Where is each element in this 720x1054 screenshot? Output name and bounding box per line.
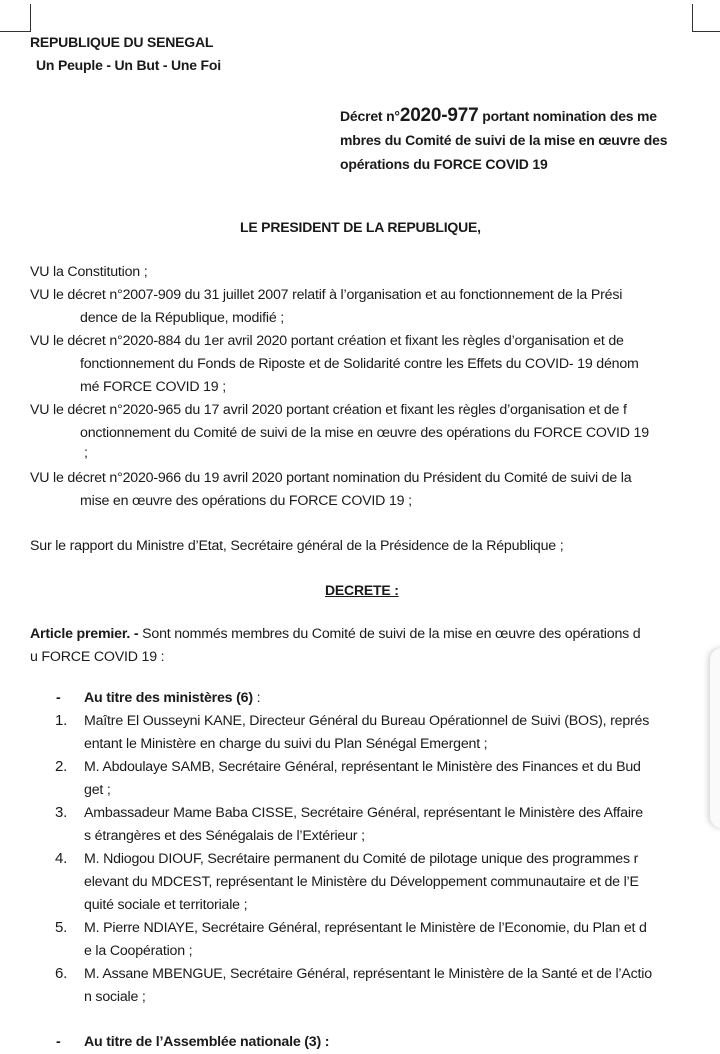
decrete-heading: DECRETE : xyxy=(325,582,399,598)
member-number: 5. xyxy=(55,919,68,936)
country-name: REPUBLIQUE DU SENEGAL xyxy=(30,34,214,50)
crop-mark-left-horizontal xyxy=(0,31,31,32)
member-number: 3. xyxy=(55,804,68,821)
crop-mark-left-vertical xyxy=(30,4,31,32)
member-1-line-2: entant le Ministère en charge du suivi du Plan Sénégal Emergent ; xyxy=(84,736,488,752)
vu-decree-2007-909-line-2: dence de la République, modifié ; xyxy=(80,310,284,326)
member-number: 6. xyxy=(55,965,68,982)
side-scroll-handle[interactable] xyxy=(710,648,720,828)
member-4-line-3: quité sociale et territoriale ; xyxy=(84,897,248,913)
member-6-line-2: n sociale ; xyxy=(84,989,146,1005)
crop-mark-right-horizontal xyxy=(692,31,720,32)
section-heading-assemblee: Au titre de l’Assemblée nationale (3) : xyxy=(84,1034,330,1050)
member-1-line-1: Maître El Ousseyni KANE, Directeur Général du Bureau Opérationnel de Suivi (BOS), représ xyxy=(84,713,650,729)
vu-decree-2020-884-line-3: mé FORCE COVID 19 ; xyxy=(80,379,226,395)
vu-constitution: VU la Constitution ; xyxy=(30,264,148,280)
decree-title-line-2: mbres du Comité de suivi de la mise en œuvre des xyxy=(340,132,668,148)
member-5-line-1: M. Pierre NDIAYE, Secrétaire Général, représentant le Ministère de l’Economie, du Plan et d xyxy=(84,920,647,936)
vu-decree-2020-966-line-2: mise en œuvre des opérations du FORCE COVID 19 ; xyxy=(80,493,412,509)
decree-title xyxy=(340,104,705,176)
vu-decree-2020-965-line-3: ; xyxy=(84,445,88,461)
vu-decree-2007-909-line-1: VU le décret n°2007-909 du 31 juillet 2007 relatif à l’organisation et au fonctionnement de la Prési xyxy=(30,287,623,303)
member-4-line-2: elevant du MDCEST, représentant le Ministère du Développement communautaire et de l’E xyxy=(84,874,639,890)
member-4-line-1: M. Ndiogou DIOUF, Secrétaire permanent du Comité de pilotage unique des programmes r xyxy=(84,851,639,867)
section-dash-assemblee: - xyxy=(56,1034,61,1050)
article-premier-line-1: Article premier. - Sont nommés membres du Comité de suivi de la mise en œuvre des opérations d xyxy=(30,626,641,642)
decree-number: 2020-977 xyxy=(399,105,479,126)
national-motto: Un Peuple - Un But - Une Foi xyxy=(36,57,221,73)
member-2-line-1: M. Abdoulaye SAMB, Secrétaire Général, représentant le Ministère des Finances et du Bud xyxy=(84,759,641,775)
article-label: Article premier. - xyxy=(30,626,139,642)
vu-decree-2020-965-line-1: VU le décret n°2020-965 du 17 avril 2020 portant création et fixant les règles d’organisation et de f xyxy=(30,402,627,418)
section-heading-ministeres: Au titre des ministères (6) : xyxy=(84,690,261,706)
member-2-line-2: get ; xyxy=(84,782,111,798)
decree-title-line-1: Décret n°2020-977 portant nomination des me xyxy=(340,105,657,126)
rapport-line: Sur le rapport du Ministre d’Etat, Secrétaire général de la Présidence de la République ; xyxy=(30,538,564,554)
member-number: 1. xyxy=(55,712,68,729)
member-3-line-1: Ambassadeur Mame Baba CISSE, Secrétaire Général, représentant le Ministère des Affaire xyxy=(84,805,643,821)
member-number: 4. xyxy=(55,850,68,867)
vu-decree-2020-884-line-1: VU le décret n°2020-884 du 1er avril 2020 portant création et fixant les règles d’organisation et de xyxy=(30,333,624,349)
vu-decree-2020-884-line-2: fonctionnement du Fonds de Riposte et de Solidarité contre les Effets du COVID- 19 dénom xyxy=(80,356,639,372)
article-premier-line-2: u FORCE COVID 19 : xyxy=(30,649,165,665)
member-number: 2. xyxy=(55,758,68,775)
decree-title-line-3: opérations du FORCE COVID 19 xyxy=(340,156,548,172)
section-dash-ministeres: - xyxy=(56,690,61,706)
crop-mark-right-vertical xyxy=(692,4,693,32)
vu-decree-2020-965-line-2: onctionnement du Comité de suivi de la mise en œuvre des opérations du FORCE COVID 19 xyxy=(80,425,649,441)
member-3-line-2: s étrangères et des Sénégalais de l’Extérieur ; xyxy=(84,828,365,844)
member-6-line-1: M. Assane MBENGUE, Secrétaire Général, représentant le Ministère de la Santé et de l’Actio xyxy=(84,966,652,982)
president-heading: LE PRESIDENT DE LA REPUBLIQUE, xyxy=(240,219,481,235)
member-5-line-2: e la Coopération ; xyxy=(84,943,193,959)
vu-decree-2020-966-line-1: VU le décret n°2020-966 du 19 avril 2020 portant nomination du Président du Comité de suivi de la xyxy=(30,470,632,486)
